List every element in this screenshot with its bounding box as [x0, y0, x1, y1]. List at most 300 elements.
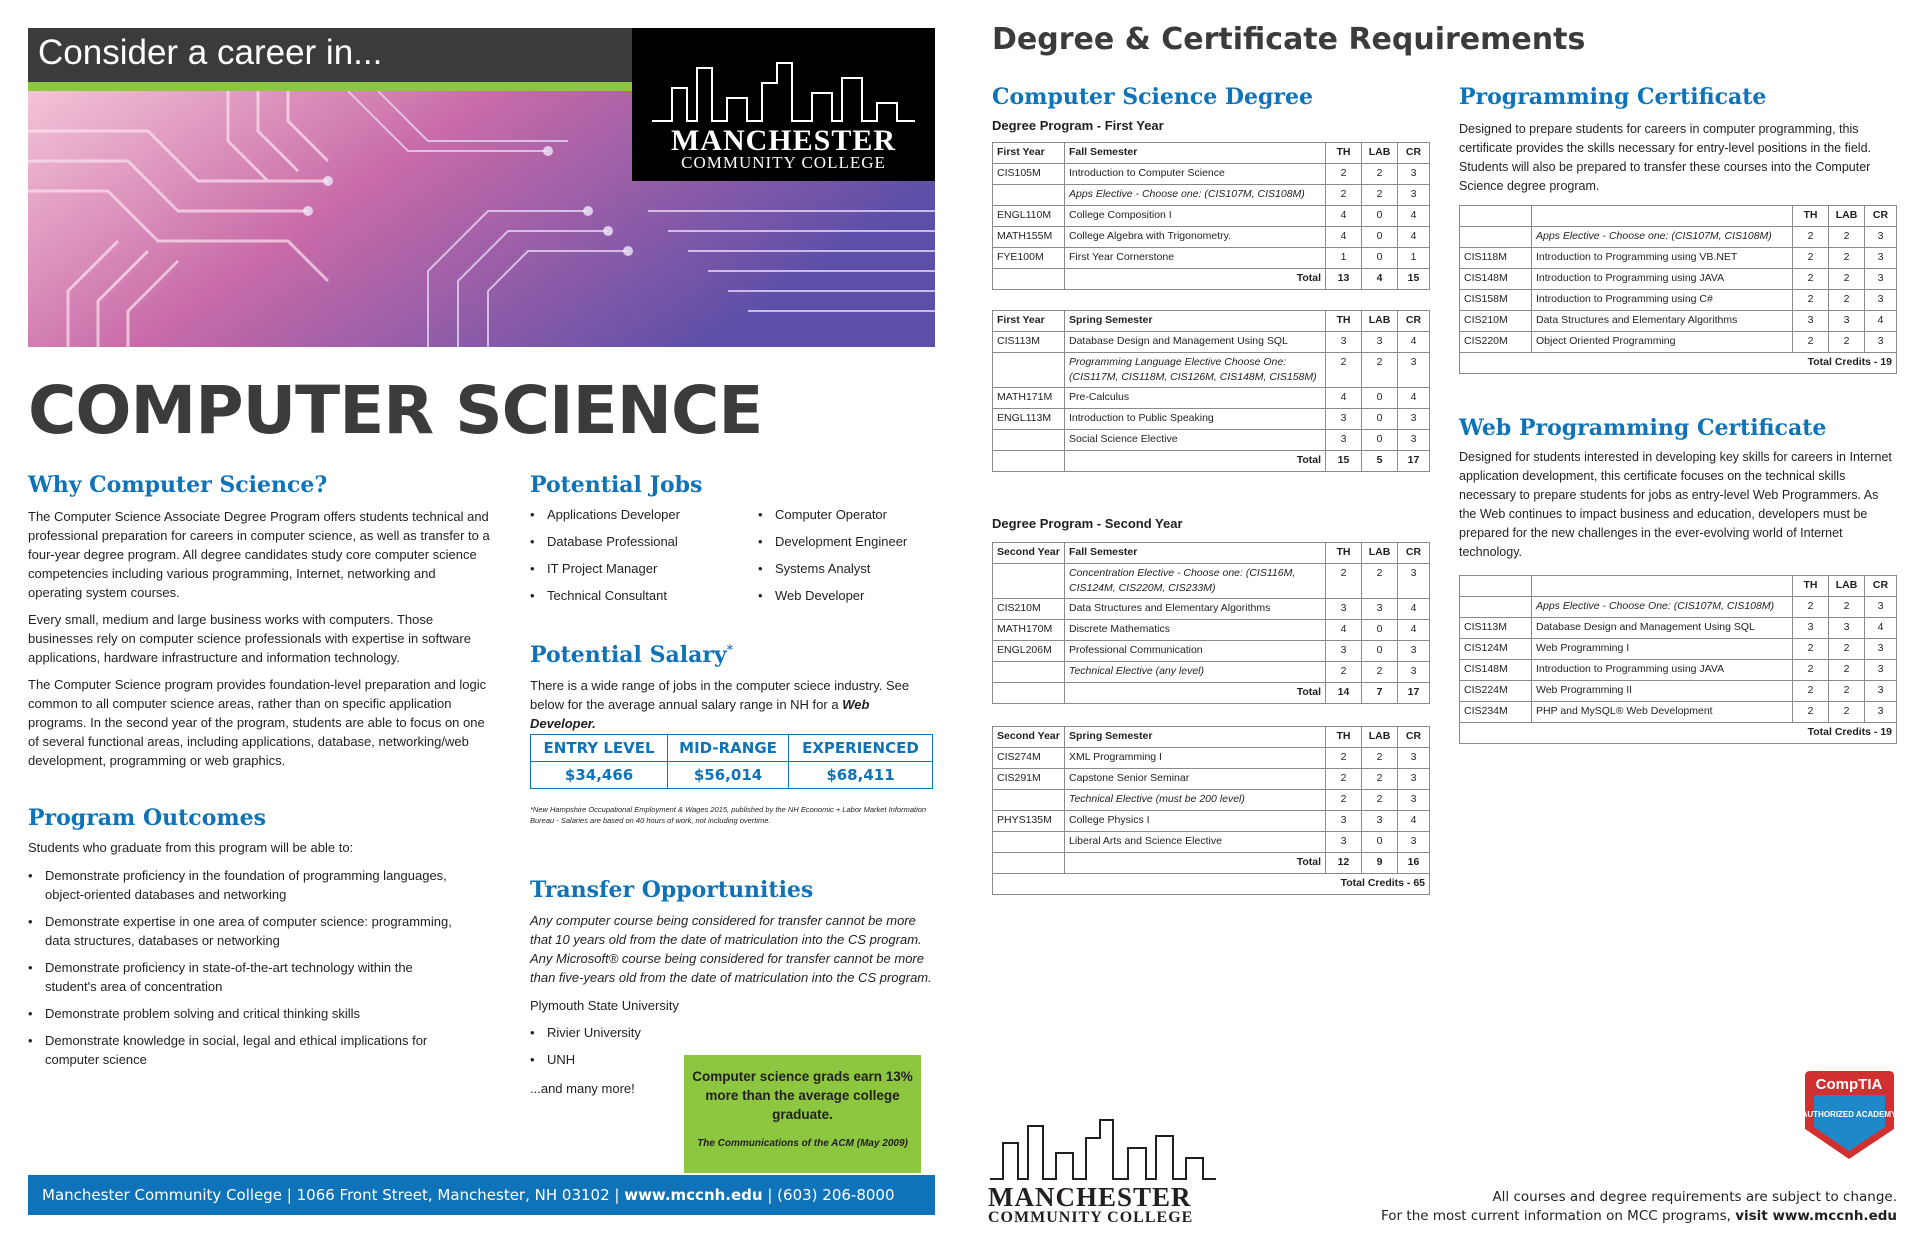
- course-th: 4: [1326, 206, 1362, 227]
- course-code: CIS148M: [1460, 660, 1532, 681]
- logo2-line1: MANCHESTER: [988, 1182, 1192, 1212]
- course-title: College Physics I: [1065, 811, 1326, 832]
- course-th: 3: [1326, 832, 1362, 853]
- course-code: CIS118M: [1460, 248, 1532, 269]
- transfer-item: • UNH: [530, 1050, 730, 1069]
- course-lab: 0: [1362, 641, 1398, 662]
- course-cr: 3: [1398, 185, 1430, 206]
- course-title: Introduction to Programming using C#: [1532, 290, 1793, 311]
- course-lab: 2: [1829, 227, 1865, 248]
- th-header: TH: [1326, 311, 1362, 332]
- course-th: 2: [1326, 185, 1362, 206]
- semester-header: Spring Semester: [1065, 311, 1326, 332]
- course-cr: 3: [1398, 662, 1430, 683]
- cr-header: CR: [1398, 727, 1430, 748]
- outcome-item: • Demonstrate expertise in one area of computer science: programming, data structures, databases or networking: [28, 912, 458, 950]
- course-th: 2: [1793, 269, 1829, 290]
- course-title: Database Design and Management Using SQL: [1065, 332, 1326, 353]
- course-th: 2: [1326, 353, 1362, 388]
- total-row: [993, 853, 1430, 874]
- course-th: 2: [1793, 639, 1829, 660]
- callout-box: [684, 1055, 921, 1173]
- course-code: ENGL110M: [993, 206, 1065, 227]
- callout-text: Computer science grads earn 13% more than the average college graduate.: [692, 1069, 913, 1122]
- course-code: [993, 564, 1065, 599]
- course-title: Technical Elective (any level): [1065, 662, 1326, 683]
- total-cr: 15: [1398, 269, 1430, 290]
- lab-header: LAB: [1362, 311, 1398, 332]
- footer-web-link[interactable]: www.mccnh.edu: [624, 1186, 763, 1204]
- th-header: TH: [1326, 143, 1362, 164]
- course-row: [993, 748, 1430, 769]
- skyline-icon: [652, 58, 915, 122]
- course-title: Data Structures and Elementary Algorithms: [1065, 599, 1326, 620]
- course-row: [1460, 248, 1897, 269]
- semester-header: Fall Semester: [1065, 543, 1326, 564]
- second-year-label: Degree Program - Second Year: [992, 516, 1183, 531]
- course-cr: 3: [1865, 639, 1897, 660]
- total-lab: 7: [1362, 683, 1398, 704]
- why-text: [28, 507, 490, 770]
- table-header-row: [1460, 576, 1897, 597]
- cr-header: CR: [1398, 311, 1430, 332]
- course-title: Introduction to Programming using VB.NET: [1532, 248, 1793, 269]
- hero-banner: [28, 28, 935, 347]
- course-lab: 2: [1829, 269, 1865, 290]
- course-lab: 3: [1362, 811, 1398, 832]
- why-p1: The Computer Science Associate Degree Program offers students technical and professional preparation for careers in computer science, as well as transfer to a four-year degree program. All degree candidates study core computer science competencies including various programming, Internet, networking and operating system courses.: [28, 509, 490, 600]
- course-lab: 2: [1829, 290, 1865, 311]
- course-row: [993, 769, 1430, 790]
- course-title: Web Programming II: [1532, 681, 1793, 702]
- course-lab: 2: [1362, 790, 1398, 811]
- course-code: [993, 662, 1065, 683]
- course-cr: 4: [1398, 620, 1430, 641]
- course-title: Professional Communication: [1065, 641, 1326, 662]
- course-row: [1460, 639, 1897, 660]
- comptia-badge-icon: [1802, 1067, 1897, 1162]
- comptia-badge-sub: AUTHORIZED ACADEMY: [1802, 1110, 1897, 1119]
- total-lab: 5: [1362, 451, 1398, 472]
- course-row: [1460, 227, 1897, 248]
- course-cr: 3: [1865, 681, 1897, 702]
- course-title: XML Programming I: [1065, 748, 1326, 769]
- course-row: [993, 832, 1430, 853]
- prog-cert-text: Designed to prepare students for careers in computer programming, this certificate provides the skills necessary for entry-level positions in the field. Students will also be prepared to transfer these courses into the Computer Science degree program.: [1459, 122, 1871, 193]
- prog-cert-table: [1459, 205, 1897, 374]
- course-cr: 3: [1398, 564, 1430, 599]
- course-code: CIS210M: [1460, 311, 1532, 332]
- course-th: 4: [1326, 620, 1362, 641]
- course-lab: 0: [1362, 620, 1398, 641]
- job-item: • Development Engineer: [758, 532, 933, 551]
- course-title: Programming Language Elective Choose One: (CIS117M, CIS118M, CIS126M, CIS148M, CIS158M): [1065, 353, 1326, 388]
- course-lab: 3: [1829, 311, 1865, 332]
- job-item: • Applications Developer: [530, 505, 730, 524]
- outcome-item: • Demonstrate proficiency in the foundation of programming languages, object-oriented databases and networking: [28, 866, 458, 904]
- course-code: CIS274M: [993, 748, 1065, 769]
- salary-intro: [530, 676, 935, 733]
- course-th: 2: [1793, 290, 1829, 311]
- course-lab: 2: [1362, 185, 1398, 206]
- total-label: Total: [1065, 853, 1326, 874]
- course-cr: 3: [1398, 748, 1430, 769]
- course-title: Capstone Senior Seminar: [1065, 769, 1326, 790]
- course-title: Pre-Calculus: [1065, 388, 1326, 409]
- total-label: Total: [1065, 451, 1326, 472]
- total-th: 15: [1326, 451, 1362, 472]
- logo-line2: COMMUNITY COLLEGE: [681, 153, 886, 172]
- salary-intro-text: There is a wide range of jobs in the computer sciece industry. See below for the average annual salary range in NH for a: [530, 678, 910, 712]
- outcome-item: • Demonstrate proficiency in state-of-the-art technology within the student's area of concentration: [28, 958, 458, 996]
- course-cr: 4: [1398, 332, 1430, 353]
- jobs-list-2: [758, 505, 933, 613]
- course-title: Discrete Mathematics: [1065, 620, 1326, 641]
- lab-header: LAB: [1362, 143, 1398, 164]
- salary-heading-text: Potential Salary: [530, 642, 727, 668]
- salary-heading: [530, 642, 733, 668]
- salary-mark: *: [726, 642, 733, 657]
- year-header: Second Year: [993, 543, 1065, 564]
- course-title: Concentration Elective - Choose one: (CIS116M, CIS124M, CIS220M, CIS233M): [1065, 564, 1326, 599]
- course-th: 1: [1326, 248, 1362, 269]
- th-header: TH: [1793, 576, 1829, 597]
- course-title: Introduction to Programming using JAVA: [1532, 660, 1793, 681]
- course-lab: 0: [1362, 206, 1398, 227]
- degree-total: Total Credits - 65: [993, 874, 1430, 895]
- course-cr: 4: [1398, 599, 1430, 620]
- course-cr: 1: [1398, 248, 1430, 269]
- first-year-label: Degree Program - First Year: [992, 118, 1164, 133]
- job-item: • Web Developer: [758, 586, 933, 605]
- course-th: 2: [1793, 660, 1829, 681]
- course-row: [993, 620, 1430, 641]
- course-title: Introduction to Computer Science: [1065, 164, 1326, 185]
- total-row: [1460, 723, 1897, 744]
- course-th: 2: [1793, 681, 1829, 702]
- disclaimer-link[interactable]: visit www.mccnh.edu: [1735, 1208, 1897, 1224]
- course-code: ENGL113M: [993, 409, 1065, 430]
- course-code: [993, 185, 1065, 206]
- course-row: [1460, 269, 1897, 290]
- course-th: 2: [1326, 790, 1362, 811]
- footer-phone: | (603) 206-8000: [762, 1186, 895, 1204]
- salary-intro-em: Web Developer.: [530, 697, 870, 731]
- course-lab: 2: [1362, 164, 1398, 185]
- cr-header: CR: [1398, 543, 1430, 564]
- course-lab: 0: [1362, 248, 1398, 269]
- lab-header: LAB: [1829, 576, 1865, 597]
- course-row: [993, 248, 1430, 269]
- total-lab: 9: [1362, 853, 1398, 874]
- course-lab: 0: [1362, 430, 1398, 451]
- transfer-item: • Rivier University: [530, 1023, 730, 1042]
- course-th: 4: [1326, 227, 1362, 248]
- total-row: [993, 683, 1430, 704]
- transfer-more: ...and many more!: [530, 1081, 635, 1096]
- course-title: College Algebra with Trigonometry.: [1065, 227, 1326, 248]
- course-title: Introduction to Programming using JAVA: [1532, 269, 1793, 290]
- course-lab: 3: [1829, 618, 1865, 639]
- course-lab: 2: [1362, 662, 1398, 683]
- salary-table: [530, 734, 933, 789]
- logo2-line2: COMMUNITY COLLEGE: [988, 1209, 1194, 1226]
- year-header: First Year: [993, 143, 1065, 164]
- job-item: • Computer Operator: [758, 505, 933, 524]
- course-th: 3: [1326, 599, 1362, 620]
- lab-header: LAB: [1829, 206, 1865, 227]
- course-row: [993, 790, 1430, 811]
- outcome-item: • Demonstrate problem solving and critical thinking skills: [28, 1004, 458, 1023]
- course-th: 2: [1793, 702, 1829, 723]
- course-title: Apps Elective - Choose one: (CIS107M, CIS108M): [1065, 185, 1326, 206]
- course-code: [993, 832, 1065, 853]
- outcomes-intro: Students who graduate from this program will be able to:: [28, 840, 354, 855]
- course-code: CIS234M: [1460, 702, 1532, 723]
- college-logo-bottom: [988, 1118, 1218, 1226]
- course-row: [993, 599, 1430, 620]
- course-title: Liberal Arts and Science Elective: [1065, 832, 1326, 853]
- course-th: 2: [1793, 248, 1829, 269]
- course-cr: 3: [1398, 353, 1430, 388]
- skyline-icon: [988, 1118, 1218, 1180]
- job-item: • Database Professional: [530, 532, 730, 551]
- course-code: MATH170M: [993, 620, 1065, 641]
- year-header: Second Year: [993, 727, 1065, 748]
- semester-header: Spring Semester: [1065, 727, 1326, 748]
- first-year-spring-table: [992, 310, 1430, 472]
- cr-header: CR: [1398, 143, 1430, 164]
- course-code: MATH171M: [993, 388, 1065, 409]
- course-cr: 3: [1865, 248, 1897, 269]
- job-item: • Technical Consultant: [530, 586, 730, 605]
- salary-value: $68,411: [788, 762, 932, 789]
- course-code: CIS224M: [1460, 681, 1532, 702]
- course-row: [1460, 311, 1897, 332]
- course-row: [1460, 290, 1897, 311]
- course-lab: 2: [1829, 332, 1865, 353]
- disclaimer-line1: All courses and degree requirements are subject to change.: [1492, 1189, 1897, 1205]
- course-th: 3: [1326, 641, 1362, 662]
- first-year-fall-table: [992, 142, 1430, 290]
- course-row: [993, 353, 1430, 388]
- why-p3: The Computer Science program provides foundation-level preparation and logic common to all computer science areas, rather than on specific application programs. In the second year of the program, students are able to focus on one of several functional areas, including applications, database, networking/web development, programming or web graphics.: [28, 677, 487, 768]
- cert-total: Total Credits - 19: [1460, 353, 1897, 374]
- course-code: CIS210M: [993, 599, 1065, 620]
- lab-header: LAB: [1362, 727, 1398, 748]
- course-code: CIS105M: [993, 164, 1065, 185]
- course-cr: 3: [1398, 164, 1430, 185]
- total-cr: 17: [1398, 683, 1430, 704]
- jobs-list-1: [530, 505, 730, 613]
- course-row: [1460, 660, 1897, 681]
- course-cr: 3: [1398, 409, 1430, 430]
- course-code: ENGL206M: [993, 641, 1065, 662]
- table-header-row: [993, 143, 1430, 164]
- course-lab: 2: [1829, 660, 1865, 681]
- salary-value: $56,014: [668, 762, 789, 789]
- course-title: Social Science Elective: [1065, 430, 1326, 451]
- course-title: Web Programming I: [1532, 639, 1793, 660]
- course-title: First Year Cornerstone: [1065, 248, 1326, 269]
- course-code: CIS291M: [993, 769, 1065, 790]
- table-header-row: [993, 311, 1430, 332]
- course-lab: 2: [1829, 681, 1865, 702]
- total-lab: 4: [1362, 269, 1398, 290]
- course-code: [1460, 227, 1532, 248]
- course-row: [993, 641, 1430, 662]
- total-label: Total: [1065, 683, 1326, 704]
- transfer-text: Any computer course being considered for transfer cannot be more that 10 years old from the date of matriculation into the CS program. Any Microsoft® course being considered for transfer cannot be more than five-years old from the date of matriculation into the CS program.: [530, 913, 932, 985]
- course-code: CIS124M: [1460, 639, 1532, 660]
- salary-header: MID-RANGE: [668, 735, 789, 762]
- table-header-row: [993, 727, 1430, 748]
- total-th: 13: [1326, 269, 1362, 290]
- course-th: 3: [1326, 811, 1362, 832]
- course-row: [993, 388, 1430, 409]
- cr-header: CR: [1865, 206, 1897, 227]
- course-code: PHYS135M: [993, 811, 1065, 832]
- course-cr: 3: [1865, 290, 1897, 311]
- course-cr: 4: [1398, 227, 1430, 248]
- course-th: 2: [1326, 164, 1362, 185]
- cr-header: CR: [1865, 576, 1897, 597]
- salary-note: *New Hampshire Occupational Employment & Wages 2015, published by the NH Economic + Labor Market Information Bureau - Salaries are based on 40 hours of work, not including overtime.: [530, 805, 927, 825]
- outcomes-heading: Program Outcomes: [28, 805, 267, 831]
- course-row: [993, 409, 1430, 430]
- course-row: [1460, 702, 1897, 723]
- course-cr: 3: [1865, 269, 1897, 290]
- course-th: 2: [1793, 597, 1829, 618]
- course-row: [993, 164, 1430, 185]
- course-code: [993, 430, 1065, 451]
- course-lab: 0: [1362, 832, 1398, 853]
- course-th: 3: [1793, 618, 1829, 639]
- course-code: CIS113M: [1460, 618, 1532, 639]
- course-th: 2: [1326, 564, 1362, 599]
- why-heading: Why Computer Science?: [28, 472, 328, 498]
- course-title: College Composition I: [1065, 206, 1326, 227]
- cert-total: Total Credits - 19: [1460, 723, 1897, 744]
- college-logo: [632, 28, 935, 181]
- course-cr: 3: [1398, 430, 1430, 451]
- outcomes-list: [28, 866, 458, 1077]
- total-th: 14: [1326, 683, 1362, 704]
- course-row: [1460, 597, 1897, 618]
- web-cert-text: Designed for students interested in developing key skills for careers in Internet application development, this certificate focuses on the technical skills necessary to prepare students for jobs as entry-level Web Programmers. As the Web continues to impact business and education, developers must be prepared for the new challenges in the ever-evolving world of Internet technology.: [1459, 450, 1892, 559]
- course-lab: 2: [1362, 769, 1398, 790]
- course-code: [993, 790, 1065, 811]
- degree-total-row: [993, 874, 1430, 895]
- course-row: [993, 185, 1430, 206]
- total-label: Total: [1065, 269, 1326, 290]
- callout-source: The Communications of the ACM (May 2009): [697, 1138, 908, 1149]
- course-lab: 2: [1829, 639, 1865, 660]
- outcome-item: • Demonstrate knowledge in social, legal and ethical implications for computer science: [28, 1031, 458, 1069]
- th-header: TH: [1793, 206, 1829, 227]
- jobs-heading: Potential Jobs: [530, 472, 703, 498]
- salary-header: EXPERIENCED: [788, 735, 932, 762]
- total-row: [993, 451, 1430, 472]
- web-cert-heading: Web Programming Certificate: [1459, 415, 1827, 441]
- course-lab: 2: [1362, 748, 1398, 769]
- banner-heading: Consider a career in...: [28, 28, 935, 82]
- course-title: Apps Elective - Choose One: (CIS107M, CIS108M): [1532, 597, 1793, 618]
- salary-header: ENTRY LEVEL: [531, 735, 668, 762]
- course-lab: 3: [1362, 599, 1398, 620]
- course-lab: 2: [1362, 353, 1398, 388]
- semester-header: Fall Semester: [1065, 143, 1326, 164]
- comptia-badge-name: CompTIA: [1815, 1076, 1883, 1093]
- course-th: 4: [1326, 388, 1362, 409]
- course-row: [1460, 618, 1897, 639]
- transfer-heading: Transfer Opportunities: [530, 877, 814, 903]
- course-title: Introduction to Public Speaking: [1065, 409, 1326, 430]
- total-cr: 17: [1398, 451, 1430, 472]
- why-p2: Every small, medium and large business works with computers. Those businesses rely on computer science professionals with expertise in software applications, hardware infrastructure and information technology.: [28, 612, 471, 665]
- total-cr: 16: [1398, 853, 1430, 874]
- prog-cert-heading: Programming Certificate: [1459, 84, 1767, 110]
- page-title: COMPUTER SCIENCE: [28, 372, 763, 449]
- requirements-heading: Degree & Certificate Requirements: [992, 22, 1586, 57]
- course-cr: 4: [1865, 618, 1897, 639]
- course-title: Object Oriented Programming: [1532, 332, 1793, 353]
- disclaimer-line2-text: For the most current information on MCC programs,: [1381, 1208, 1736, 1224]
- course-code: CIS158M: [1460, 290, 1532, 311]
- footer-text: Manchester Community College | 1066 Front Street, Manchester, NH 03102 |: [42, 1186, 625, 1204]
- course-th: 2: [1793, 227, 1829, 248]
- th-header: TH: [1326, 727, 1362, 748]
- course-title: Database Design and Management Using SQL: [1532, 618, 1793, 639]
- footer-bar: [28, 1175, 935, 1215]
- course-th: 2: [1326, 748, 1362, 769]
- course-cr: 3: [1398, 832, 1430, 853]
- table-header-row: [1460, 206, 1897, 227]
- disclaimer-line2: [1300, 1207, 1897, 1226]
- course-code: FYE100M: [993, 248, 1065, 269]
- lab-header: LAB: [1362, 543, 1398, 564]
- course-cr: 3: [1398, 769, 1430, 790]
- course-th: 3: [1326, 430, 1362, 451]
- course-cr: 3: [1865, 227, 1897, 248]
- course-th: 2: [1326, 769, 1362, 790]
- course-code: CIS113M: [993, 332, 1065, 353]
- course-lab: 2: [1362, 564, 1398, 599]
- second-year-spring-table: [992, 726, 1430, 895]
- course-th: 3: [1326, 409, 1362, 430]
- course-code: [993, 353, 1065, 388]
- course-code: CIS148M: [1460, 269, 1532, 290]
- course-row: [1460, 681, 1897, 702]
- year-header: First Year: [993, 311, 1065, 332]
- course-th: 2: [1326, 662, 1362, 683]
- course-cr: 3: [1865, 597, 1897, 618]
- job-item: • IT Project Manager: [530, 559, 730, 578]
- course-row: [993, 227, 1430, 248]
- job-item: • Systems Analyst: [758, 559, 933, 578]
- course-title: Technical Elective (must be 200 level): [1065, 790, 1326, 811]
- logo-line1: MANCHESTER: [670, 124, 897, 157]
- course-lab: 0: [1362, 388, 1398, 409]
- course-row: [993, 206, 1430, 227]
- course-code: MATH155M: [993, 227, 1065, 248]
- course-lab: 0: [1362, 409, 1398, 430]
- course-row: [993, 811, 1430, 832]
- table-header-row: [993, 543, 1430, 564]
- course-cr: 4: [1865, 311, 1897, 332]
- course-row: [993, 564, 1430, 599]
- course-cr: 4: [1398, 206, 1430, 227]
